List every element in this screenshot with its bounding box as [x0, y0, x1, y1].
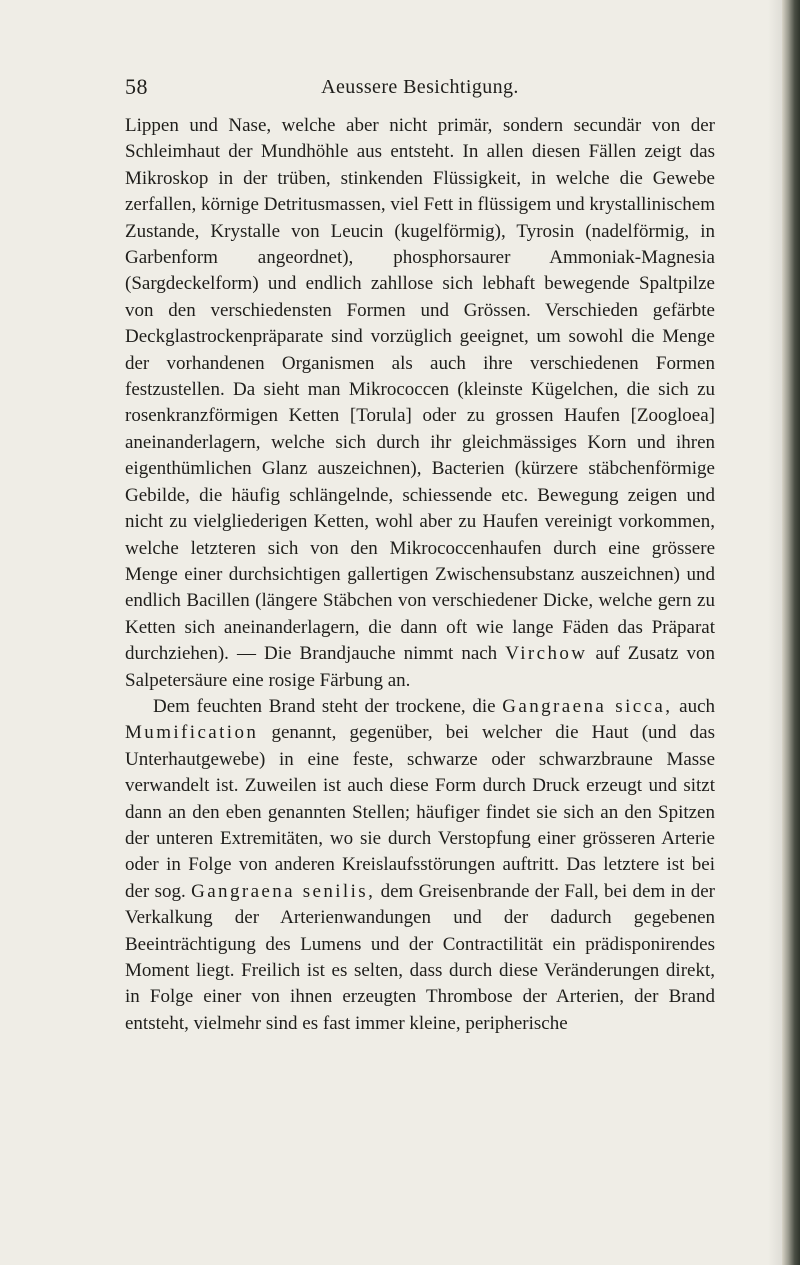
paragraph-continuation	[125, 113, 715, 694]
body-text	[125, 113, 715, 1037]
page-header	[125, 74, 715, 104]
term-mumification: Mumification	[125, 722, 259, 744]
binding-shadow	[768, 0, 782, 1265]
text-run: dem Greisenbrande der Fall, bei dem in der Verkalkung der Arterienwandungen und der dadurch gegebenen Beeinträchtigung des Lumens und der Contractilität ein prädisponirendes Moment liegt. Freilich ist es selten, dass durch diese Veränderungen direkt, in Folge einer von ihnen erzeugten Thrombose der Arterien, der Brand entsteht, vielmehr sind es fast immer kleine, peripherische	[125, 880, 715, 1034]
term-gangraena-senilis: Gangraena senilis,	[191, 880, 376, 902]
author-name-virchow: Virchow	[505, 643, 588, 665]
term-gangraena-sicca: Gangraena sicca,	[502, 695, 673, 717]
running-head: Aeussere Besichtigung.	[321, 76, 519, 98]
text-run: auf Zusatz von Salpetersäure eine rosige Färbung an.	[125, 643, 716, 691]
paragraph-gangraena-sicca	[125, 694, 715, 1037]
text-run: auch	[679, 695, 716, 717]
page-number: 58	[125, 74, 148, 99]
text-run: genannt, gegenüber, bei welcher die Haut (und das Unterhautgewebe) in eine feste, schwarze oder schwarzbraune Masse verwandelt ist. Zuweilen ist auch diese Form durch Druck erzeugt und sitzt dann an den eben genannten Stellen; häufiger findet sie sich an den Spitzen der unteren Extremitäten, wo sie durch Verstopfung einer grösseren Arterie oder in Folge von anderen Kreislaufsstörungen auftritt. Das letztere ist bei der sog.	[125, 722, 716, 902]
text-run: Lippen und Nase, welche aber nicht primär, sondern secundär von der Schleimhaut der Mundhöhle aus entsteht. In allen diesen Fällen zeigt das Mikroskop in der trüben, stinkenden Flüssigkeit, in welche die Gewebe zerfallen, körnige Detritusmassen, viel Fett in flüssigem und krystallinischem Zustande, Krystalle von Leucin (kugelförmig), Tyrosin (nadelförmig, in Garbenform angeordnet), phosphorsaurer Ammoniak-Magnesia (Sargdeckelform) und endlich zahllose sich lebhaft bewegende Spaltpilze von den verschiedensten Formen und Grössen. Verschieden gefärbte Deckglastrockenpräparate sind vorzüglich geeignet, um sowohl die Menge der vorhandenen Organismen als auch ihre verschiedenen Formen festzustellen. Da sieht man Mikrococcen (kleinste Kügelchen, die sich zu rosenkranzförmigen Ketten [Torula] oder zu grossen Haufen [Zoogloea] aneinanderlagern, welche sich durch ihr gleichmässiges Korn und ihren eigenthümlichen Glanz auszeichnen), Bacterien (kürzere stäbchenförmige Gebilde, die häufig schlängelnde, schiessende etc. Bewegung zeigen und nicht zu vielgliederigen Ketten, wohl aber zu Haufen vereinigt vorkommen, welche letzteren sich von den Mikrococcenhaufen durch eine grössere Menge einer durchsichtigen gallertigen Zwischensubstanz auszeichnen) und endlich Bacillen (längere Stäbchen von verschiedener Dicke, welche gern zu Ketten sich aneinanderlagern, die dann oft wie lange Fäden das Präparat durchziehen). — Die Brandjauche nimmt nach	[125, 115, 715, 665]
binding-edge	[782, 0, 800, 1265]
text-run: Dem feuchten Brand steht der trockene, die	[153, 695, 496, 717]
